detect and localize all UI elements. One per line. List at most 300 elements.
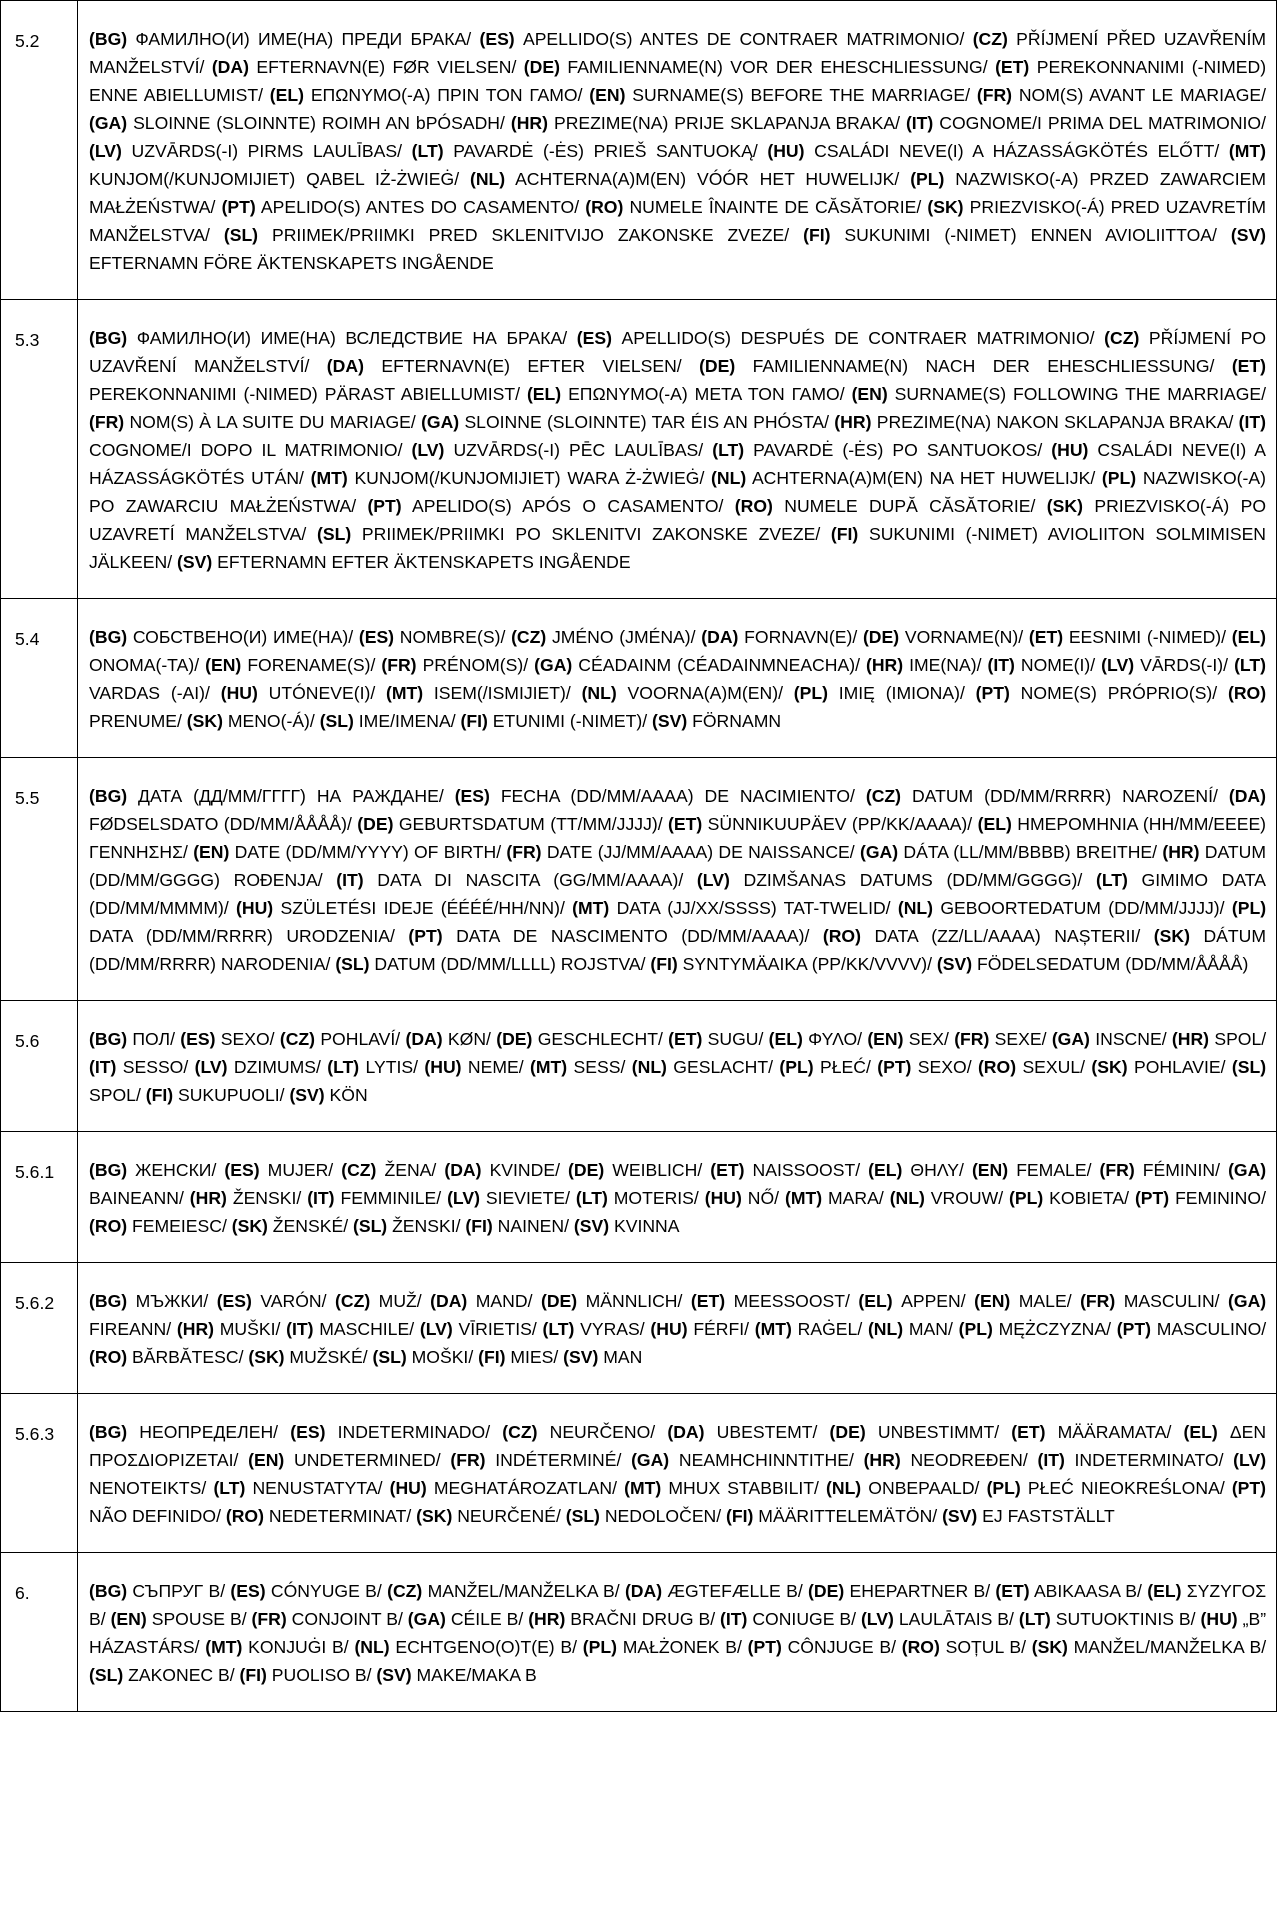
translated-term: SIEVIETE	[485, 1188, 566, 1208]
translated-term: SOȚUL B	[945, 1637, 1022, 1657]
language-code: (HR)	[528, 1609, 566, 1629]
language-code: (RO)	[822, 926, 861, 946]
language-code: (BG)	[89, 786, 128, 806]
translated-term: BĂRBĂTESC	[132, 1347, 239, 1367]
translated-term: FEMININO	[1175, 1188, 1262, 1208]
translated-term: PREZIME(NA) NAKON SKLAPANJA BRAKA	[876, 412, 1229, 432]
translated-term: COGNOME/I DOPO IL MATRIMONIO	[89, 440, 398, 460]
translated-term: VARÓN	[260, 1291, 322, 1311]
language-code: (SV)	[942, 1506, 978, 1526]
row-translations: (BG) ЖЕНСКИ/ (ES) MUJER/ (CZ) ŽENA/ (DA) KVINDE/ (DE) WEIBLICH/ (ET) NAISSOOST/ (EL) ΘΗΛΥ/ (EN) FEMALE/ (FR) FÉMININ/ (GA) BAINEANN/ (HR) ŽENSKI/ (IT) FEMMINILE/ (LV) SIEVIETE/ (LT) MOTERIS/ (HU) NŐ/ (MT) MARA/ (NL) VROUW/ (PL) KOBIETA/ (PT) FEMININO/ (RO) FEMEIESC/ (SK) ŽENSKÉ/ (SL) ŽENSKI/ (FI) NAINEN/ (SV) KVINNA	[78, 1132, 1277, 1263]
translated-term: UTÓNEVE(I)	[268, 683, 371, 703]
translated-term: ECHTGENO(O)T(E) B	[395, 1637, 573, 1657]
translated-term: INDETERMINATO	[1074, 1450, 1219, 1470]
language-code: (IT)	[1238, 412, 1267, 432]
translated-term: NUMELE ÎNAINTE DE CĂSĂTORIE	[629, 197, 917, 217]
translated-term: EFTERNAMN EFTER ÄKTENSKAPETS INGÅENDE	[217, 552, 631, 572]
language-code: (EL)	[526, 384, 562, 404]
translated-term: VORNAME(N)	[904, 627, 1019, 647]
translated-term: KUNJOM(/KUNJOMIJIET) QABEL IŻ-ŻWIEĠ	[89, 169, 455, 189]
language-code: (MT)	[784, 1188, 823, 1208]
translated-term: MAN	[908, 1319, 948, 1339]
language-code: (EN)	[205, 655, 242, 675]
language-code: (SK)	[1091, 1057, 1128, 1077]
translated-term: VYRAS	[580, 1319, 640, 1339]
language-code: (LV)	[1101, 655, 1135, 675]
language-code: (PL)	[958, 1319, 993, 1339]
language-code: (DE)	[808, 1581, 845, 1601]
translated-term: NOM(S) AVANT LE MARIAGE	[1018, 85, 1262, 105]
translated-term: BRAČNI DRUG B	[570, 1609, 711, 1629]
language-code: (BG)	[89, 1029, 128, 1049]
language-code: (LV)	[860, 1609, 894, 1629]
translated-term: VROUW	[930, 1188, 999, 1208]
language-code: (LT)	[542, 1319, 575, 1339]
translated-term: ŽENA	[384, 1160, 432, 1180]
language-code: (RO)	[734, 496, 773, 516]
translated-term: SYNTYMÄAIKA (PP/KK/VVVV)	[682, 954, 928, 974]
language-code: (SL)	[1231, 1057, 1267, 1077]
language-code: (FR)	[89, 412, 125, 432]
language-code: (CZ)	[387, 1581, 423, 1601]
language-code: (ES)	[216, 1291, 252, 1311]
language-code: (SL)	[352, 1216, 388, 1236]
translated-term: ZAKONEC B	[128, 1665, 230, 1685]
translated-term: ŽENSKI	[232, 1188, 297, 1208]
translated-term: PRIIMEK/PRIIMKI PRED SKLENITVIJO ZAKONSKE ZVEZE	[271, 225, 785, 245]
language-code: (RO)	[585, 197, 624, 217]
language-code: (PT)	[408, 926, 443, 946]
translated-term: CÉADAINM (CÉADAINMNEACHA)	[578, 655, 856, 675]
language-code: (CZ)	[279, 1029, 316, 1049]
language-code: (PL)	[582, 1637, 617, 1657]
translated-term: SESS	[573, 1057, 621, 1077]
row-translations: (BG) ПОЛ/ (ES) SEXO/ (CZ) POHLAVÍ/ (DA) KØN/ (DE) GESCHLECHT/ (ET) SUGU/ (EL) ΦΥΛΟ/ (EN) SEX/ (FR) SEXE/ (GA) INSCNE/ (HR) SPOL/ (IT) SESSO/ (LV) DZIMUMS/ (LT) LYTIS/ (HU) NEME/ (MT) SESS/ (NL) GESLACHT/ (PL) PŁEĆ/ (PT) SEXO/ (RO) SEXUL/ (SK) POHLAVIE/ (SL) SPOL/ (FI) SUKUPUOLI/ (SV) KÖN	[78, 1001, 1277, 1132]
translated-term: NENUSTATYTA	[252, 1478, 378, 1498]
language-code: (SK)	[416, 1506, 453, 1526]
language-code: (IT)	[307, 1188, 335, 1208]
language-code: (PT)	[877, 1057, 912, 1077]
language-code: (NL)	[469, 169, 506, 189]
language-code: (NL)	[897, 898, 934, 918]
translated-term: IMIĘ (IMIONA)	[838, 683, 960, 703]
translated-term: ΕΠΩΝΥΜΟ(-Α) ΠΡΙΝ ΤΟΝ ΓΑΜΟ	[310, 85, 578, 105]
translated-term: FÖRNAMN	[692, 711, 782, 731]
translated-term: NEDOLOČEN	[604, 1506, 717, 1526]
translated-term: MHUX STABBILIT	[668, 1478, 814, 1498]
language-code: (FI)	[239, 1665, 267, 1685]
translated-term: PAVARDĖ (-ĖS) PO SANTUOKOS	[753, 440, 1038, 460]
language-code: (RO)	[89, 1216, 128, 1236]
language-code: (LT)	[213, 1478, 246, 1498]
language-code: (GA)	[89, 113, 128, 133]
translated-term: SEX	[908, 1029, 945, 1049]
translated-term: CSALÁDI NEVE(I) A HÁZASSÁGKÖTÉS UTÁN	[89, 440, 1267, 488]
translated-term: NEURČENO	[549, 1422, 651, 1442]
language-code: (CZ)	[865, 786, 902, 806]
translated-term: FAMILIENNAME(N) NACH DER EHESCHLIESSUNG	[752, 356, 1210, 376]
translated-term: НЕОПРЕДЕЛЕН	[139, 1422, 274, 1442]
language-code: (EN)	[971, 1160, 1009, 1180]
translated-term: NÃO DEFINIDO	[89, 1506, 217, 1526]
language-code: (MT)	[1228, 141, 1266, 161]
translated-term: APELIDO(S) APÓS O CASAMENTO	[412, 496, 719, 516]
language-code: (PL)	[910, 169, 945, 189]
language-code: (EN)	[110, 1609, 147, 1629]
translated-term: VĀRDS(-I)	[1140, 655, 1224, 675]
translated-term: FECHA (DD/MM/AAAA) DE NACIMIENTO	[500, 786, 851, 806]
translated-term: SÜNNIKUUPÄEV (PP/KK/AAAA)	[707, 814, 968, 834]
language-code: (EL)	[977, 814, 1012, 834]
language-code: (ET)	[668, 814, 703, 834]
language-code: (HR)	[1162, 842, 1200, 862]
language-code: (GA)	[1228, 1291, 1267, 1311]
language-code: (SL)	[372, 1347, 407, 1367]
language-code: (ES)	[230, 1581, 266, 1601]
table-row	[1, 1132, 1277, 1263]
translated-term: ACHTERNA(A)M(EN) VÓÓR HET HUWELIJK	[515, 169, 895, 189]
translated-term: IME/IMENA	[358, 711, 451, 731]
translated-term: MEESSOOST	[733, 1291, 846, 1311]
language-code: (HR)	[865, 655, 904, 675]
language-code: (DA)	[430, 1291, 468, 1311]
translated-term: MALE	[1018, 1291, 1067, 1311]
translated-term: KÖN	[329, 1085, 368, 1105]
language-code: (FR)	[976, 85, 1013, 105]
translated-term: MAN	[603, 1347, 643, 1367]
table-body	[1, 1, 1277, 1712]
translated-term: DATA DI NASCITA (GG/MM/AAAA)	[377, 870, 679, 890]
translated-term: SUKUNIMI (-NIMET) AVIOLIITON SOLMIMISEN JÄLKEEN	[89, 524, 1267, 572]
translated-term: ΘΗΛΥ	[910, 1160, 959, 1180]
language-code: (ET)	[995, 57, 1030, 77]
translated-term: KØN	[447, 1029, 487, 1049]
language-code: (PT)	[1116, 1319, 1151, 1339]
translated-term: FIREANN	[89, 1319, 167, 1339]
translated-term: PŁEĆ	[819, 1057, 866, 1077]
translated-term: MÄÄRAMATA	[1057, 1422, 1167, 1442]
translated-term: SPOUSE B	[151, 1609, 242, 1629]
language-code: (HR)	[863, 1450, 901, 1470]
language-code: (DA)	[444, 1160, 482, 1180]
translated-term: ЖЕНСКИ	[135, 1160, 212, 1180]
translated-term: FORENAME(S)	[247, 655, 371, 675]
translated-term: ΣΥΖΥΓΟΣ B	[89, 1581, 1267, 1629]
language-code: (LT)	[1234, 655, 1266, 675]
translated-term: ŽENSKI	[392, 1216, 456, 1236]
language-code: (HU)	[704, 1188, 742, 1208]
language-code: (HR)	[510, 113, 548, 133]
table-row	[1, 758, 1277, 1001]
translated-term: ONBEPAALD	[868, 1478, 975, 1498]
translated-term: NOM(S) À LA SUITE DU MARIAGE	[129, 412, 411, 432]
language-code: (MT)	[754, 1319, 792, 1339]
language-code: (IT)	[336, 870, 364, 890]
translated-term: SEXE	[994, 1029, 1042, 1049]
language-code: (NL)	[354, 1637, 390, 1657]
language-code: (PT)	[367, 496, 402, 516]
language-code: (LT)	[327, 1057, 360, 1077]
row-number: 5.6	[1, 1001, 78, 1132]
translated-term: APELLIDO(S) ANTES DE CONTRAER MATRIMONIO	[522, 29, 960, 49]
language-code: (PL)	[986, 1478, 1021, 1498]
language-code: (LV)	[419, 1319, 453, 1339]
translated-term: ABIKAASA B	[1033, 1581, 1138, 1601]
language-code: (EL)	[768, 1029, 803, 1049]
language-code: (HU)	[767, 141, 805, 161]
language-code: (PL)	[1009, 1188, 1044, 1208]
translated-term: WEIBLICH	[612, 1160, 698, 1180]
translated-term: COGNOME/I PRIMA DEL MATRIMONIO	[939, 113, 1262, 133]
translated-term: FÉMININ	[1142, 1160, 1216, 1180]
translated-term: SURNAME(S) FOLLOWING THE MARRIAGE	[894, 384, 1262, 404]
translated-term: CÉILE B	[450, 1609, 519, 1629]
translated-term: FAMILIENNAME(N) VOR DER EHESCHLIESSUNG	[567, 57, 983, 77]
translated-term: DÁTUM (DD/MM/RRRR) NARODENIA	[89, 926, 1267, 974]
language-code: (HU)	[220, 683, 258, 703]
language-code: (SK)	[1046, 496, 1083, 516]
language-code: (EN)	[974, 1291, 1011, 1311]
language-code: (ES)	[576, 328, 612, 348]
translated-term: PŘÍJMENÍ PŘED UZAVŘENÍM MANŽELSTVÍ	[89, 29, 1267, 77]
translated-term: IME(NA)	[909, 655, 977, 675]
translated-term: FORNAVN(E)	[744, 627, 853, 647]
translated-term: SZÜLETÉSI IDEJE (ÉÉÉÉ/HH/NN)	[280, 898, 560, 918]
language-code: (ES)	[358, 627, 395, 647]
translated-term: VĪRIETIS	[458, 1319, 532, 1339]
translated-term: JMÉNO (JMÉNA)	[551, 627, 691, 647]
language-code: (PL)	[1231, 898, 1267, 918]
language-code: (MT)	[310, 468, 348, 488]
translated-term: NENOTEIKTS	[89, 1478, 202, 1498]
language-code: (EL)	[1183, 1422, 1218, 1442]
language-code: (EN)	[867, 1029, 904, 1049]
translated-term: ΦΥΛΟ	[808, 1029, 858, 1049]
translated-term: PRIEZVISKO(-Á) PRED UZAVRETÍM MANŽELSTVA	[89, 197, 1267, 245]
translated-term: MOTERIS	[613, 1188, 694, 1208]
translated-term: MARA	[828, 1188, 879, 1208]
translated-term: DATUM (DD/MM/RRRR) NAROZENÍ	[911, 786, 1214, 806]
language-code: (NL)	[867, 1319, 904, 1339]
translated-term: ΔΕΝ ΠΡΟΣΔΙΟΡΙΖΕΤΑΙ	[89, 1422, 1267, 1470]
language-code: (FR)	[506, 842, 542, 862]
language-code: (FI)	[803, 225, 831, 245]
translated-term: APELIDO(S) ANTES DO CASAMENTO	[260, 197, 575, 217]
translated-term: ΟΝΟΜΑ(-ΤΑ)	[89, 655, 195, 675]
translated-term: PŁEĆ NIEOKREŚLONA	[1027, 1478, 1220, 1498]
translated-term: MÄÄRITTELEMÄTÖN	[758, 1506, 933, 1526]
language-code: (DE)	[699, 356, 736, 376]
translated-term: SUTUOKTINIS B	[1055, 1609, 1191, 1629]
translated-term: CONIUGE B	[752, 1609, 852, 1629]
translated-term: CÓNYUGE B	[270, 1581, 377, 1601]
language-code: (BG)	[89, 328, 128, 348]
table-row	[1, 599, 1277, 758]
language-code: (ET)	[668, 1029, 703, 1049]
language-code: (IT)	[987, 655, 1015, 675]
row-translations: (BG) НЕОПРЕДЕЛЕН/ (ES) INDETERMINADO/ (CZ) NEURČENO/ (DA) UBESTEMT/ (DE) UNBESTIMMT/ (ET) MÄÄRAMATA/ (EL) ΔΕΝ ΠΡΟΣΔΙΟΡΙΖΕΤΑΙ/ (EN) UNDETERMINED/ (FR) INDÉTERMINÉ/ (GA) NEAMHCHINNTITHE/ (HR) NEODREĐEN/ (IT) INDETERMINATO/ (LV) NENOTEIKTS/ (LT) NENUSTATYTA/ (HU) MEGHATÁROZATLAN/ (MT) MHUX STABBILIT/ (NL) ONBEPAALD/ (PL) PŁEĆ NIEOKREŚLONA/ (PT) NÃO DEFINIDO/ (RO) NEDETERMINAT/ (SK) NEURČENÉ/ (SL) NEDOLOČEN/ (FI) MÄÄRITTELEMÄTÖN/ (SV) EJ FASTSTÄLLT	[78, 1394, 1277, 1553]
language-code: (NL)	[581, 683, 617, 703]
translated-term: INDÉTERMINÉ	[495, 1450, 617, 1470]
translated-term: „B” HÁZASTÁRS	[89, 1609, 1267, 1657]
translated-term: MUŠKI	[219, 1319, 276, 1339]
translated-term: DATA (JJ/XX/SSSS) TAT-TWELID	[616, 898, 886, 918]
language-code: (SK)	[231, 1216, 268, 1236]
translated-term: LYTIS	[365, 1057, 414, 1077]
translated-term: GEBOORTEDATUM (DD/MM/JJJJ)	[940, 898, 1220, 918]
translated-term: NAINEN	[497, 1216, 565, 1236]
translated-term: DATA (DD/MM/RRRR) URODZENIA	[89, 926, 390, 946]
language-code: (SL)	[223, 225, 259, 245]
language-code: (RO)	[89, 1347, 128, 1367]
language-code: (MT)	[624, 1478, 662, 1498]
language-code: (EL)	[1231, 627, 1266, 647]
translated-term: KONJUĠI B	[248, 1637, 344, 1657]
translated-term: NEAMHCHINNTITHE	[678, 1450, 849, 1470]
language-code: (HU)	[236, 898, 274, 918]
translated-term: ΗΜΕΡΟΜΗΝΙΑ (ΗΗ/ΜΜ/ΕΕΕΕ) ΓΕΝΝΗΣΗΣ	[89, 814, 1267, 862]
language-code: (FR)	[450, 1450, 486, 1470]
translated-term: СЪПРУГ B	[132, 1581, 221, 1601]
translated-term: VOORNA(A)M(EN)	[627, 683, 779, 703]
language-code: (FI)	[650, 954, 678, 974]
translated-term: NAISSOOST	[752, 1160, 856, 1180]
translated-term: NOME(S) PRÓPRIO(S)	[1020, 683, 1213, 703]
translated-term: MUŽ	[378, 1291, 417, 1311]
translated-term: PRIIMEK/PRIIMKI PO SKLENITVI ZAKONSKE ZVEZE	[361, 524, 816, 544]
language-code: (CZ)	[1104, 328, 1140, 348]
translated-term: FEMEIESC	[132, 1216, 222, 1236]
language-code: (ES)	[180, 1029, 216, 1049]
translated-term: POHLAVIE	[1133, 1057, 1221, 1077]
language-code: (ET)	[1028, 627, 1064, 647]
language-code: (SV)	[936, 954, 973, 974]
language-code: (EN)	[851, 384, 888, 404]
language-code: (SV)	[289, 1085, 325, 1105]
translated-term: NOME(I)	[1020, 655, 1091, 675]
language-code: (CZ)	[335, 1291, 371, 1311]
translated-term: FÖDELSEDATUM (DD/MM/ÅÅÅÅ)	[976, 954, 1249, 974]
table-row	[1, 1, 1277, 300]
translated-term: PAVARDĖ (-ĖS) PRIEŠ SANTUOKĄ	[453, 141, 753, 161]
language-code: (PL)	[793, 683, 828, 703]
language-code: (CZ)	[341, 1160, 377, 1180]
translated-term: NŐ	[747, 1188, 775, 1208]
translated-term: PUOLISO B	[271, 1665, 367, 1685]
language-code: (DE)	[357, 814, 394, 834]
translated-term: DÁTA (LL/MM/BBBB) BREITHE	[903, 842, 1153, 862]
language-code: (SK)	[1031, 1637, 1068, 1657]
row-translations: (BG) МЪЖКИ/ (ES) VARÓN/ (CZ) MUŽ/ (DA) MAND/ (DE) MÄNNLICH/ (ET) MEESSOOST/ (EL) ΑΡΡΕΝ/ (EN) MALE/ (FR) MASCULIN/ (GA) FIREANN/ (HR) MUŠKI/ (IT) MASCHILE/ (LV) VĪRIETIS/ (LT) VYRAS/ (HU) FÉRFI/ (MT) RAĠEL/ (NL) MAN/ (PL) MĘŻCZYZNA/ (PT) MASCULINO/ (RO) BĂRBĂTESC/ (SK) MUŽSKÉ/ (SL) MOŠKI/ (FI) MIES/ (SV) MAN	[78, 1263, 1277, 1394]
translated-term: MANŽEL/MANŽELKA B	[427, 1581, 615, 1601]
language-code: (NL)	[826, 1478, 862, 1498]
translated-term: PEREKONNANIMI (-NIMED) PÄRAST ABIELLUMIST	[89, 384, 516, 404]
language-code: (PT)	[1231, 1478, 1267, 1498]
language-code: (ES)	[479, 29, 515, 49]
language-code: (SL)	[335, 954, 370, 974]
language-code: (LT)	[575, 1188, 608, 1208]
language-code: (ES)	[290, 1422, 326, 1442]
language-code: (GA)	[534, 655, 573, 675]
row-number: 5.5	[1, 758, 78, 1001]
translated-term: FEMALE	[1016, 1160, 1087, 1180]
translated-term: MUŽSKÉ	[289, 1347, 363, 1367]
translated-term: NEME	[467, 1057, 519, 1077]
language-code: (EL)	[269, 85, 304, 105]
language-code: (BG)	[89, 1422, 128, 1442]
translated-term: RAĠEL	[797, 1319, 858, 1339]
language-code: (IT)	[1037, 1450, 1065, 1470]
translated-term: MÄNNLICH	[585, 1291, 678, 1311]
language-code: (SL)	[89, 1665, 124, 1685]
translated-term: SEXUL	[1022, 1057, 1081, 1077]
language-code: (ET)	[995, 1581, 1030, 1601]
translated-term: KOBIETA	[1049, 1188, 1125, 1208]
translated-term: APELLIDO(S) DESPUÉS DE CONTRAER MATRIMONIO	[621, 328, 1090, 348]
language-code: (MT)	[205, 1637, 243, 1657]
language-code: (HR)	[189, 1188, 227, 1208]
language-code: (NL)	[889, 1188, 925, 1208]
translated-term: SEXO	[220, 1029, 270, 1049]
table-row	[1, 1553, 1277, 1712]
language-code: (PL)	[779, 1057, 814, 1077]
language-code: (EN)	[589, 85, 626, 105]
translated-term: ДАТА (ДД/ММ/ГГГГ) НА РАЖДАНЕ	[138, 786, 439, 806]
language-code: (MT)	[572, 898, 610, 918]
language-code: (FR)	[1080, 1291, 1116, 1311]
language-code: (DA)	[624, 1581, 663, 1601]
language-code: (LV)	[1233, 1450, 1267, 1470]
row-translations: (BG) ФАМИЛНО(И) ИМЕ(НА) ВСЛЕДСТВИЕ НА БРАКА/ (ES) APELLIDO(S) DESPUÉS DE CONTRAER MATRIMONIO/ (CZ) PŘÍJMENÍ PO UZAVŘENÍ MANŽELSTVÍ/ (DA) EFTERNAVN(E) EFTER VIELSEN/ (DE) FAMILIENNAME(N) NACH DER EHESCHLIESSUNG/ (ET) PEREKONNANIMI (-NIMED) PÄRAST ABIELLUMIST/ (EL) ΕΠΩΝΥΜΟ(-Α) ΜΕΤΑ ΤΟΝ ΓΑΜΟ/ (EN) SURNAME(S) FOLLOWING THE MARRIAGE/ (FR) NOM(S) À LA SUITE DU MARIAGE/ (GA) SLOINNE (SLOINNTE) TAR ÉIS AN PHÓSTA/ (HR) PREZIME(NA) NAKON SKLAPANJA BRAKA/ (IT) COGNOME/I DOPO IL MATRIMONIO/ (LV) UZVĀRDS(-I) PĒC LAULĪBAS/ (LT) PAVARDĖ (-ĖS) PO SANTUOKOS/ (HU) CSALÁDI NEVE(I) A HÁZASSÁGKÖTÉS UTÁN/ (MT) KUNJOM(/KUNJOMIJIET) WARA Ż-ŻWIEĠ/ (NL) ACHTERNA(A)M(EN) NA HET HUWELIJK/ (PL) NAZWISKO(-A) PO ZAWARCIU MAŁŻEŃSTWA/ (PT) APELIDO(S) APÓS O CASAMENTO/ (RO) NUMELE DUPĂ CĂSĂTORIE/ (SK) PRIEZVISKO(-Á) PO UZAVRETÍ MANŽELSTVA/ (SL) PRIIMEK/PRIIMKI PO SKLENITVI ZAKONSKE ZVEZE/ (FI) SUKUNIMI (-NIMET) AVIOLIITON SOLMIMISEN JÄLKEEN/ (SV) EFTERNAMN EFTER ÄKTENSKAPETS INGÅENDE	[78, 300, 1277, 599]
table-row	[1, 1263, 1277, 1394]
language-code: (HU)	[650, 1319, 688, 1339]
language-code: (HU)	[389, 1478, 427, 1498]
translated-term: MASCULIN	[1123, 1291, 1215, 1311]
translated-term: MIES	[510, 1347, 554, 1367]
language-code: (SV)	[1230, 225, 1267, 245]
language-code: (GA)	[859, 842, 899, 862]
translated-term: MOŠKI	[411, 1347, 469, 1367]
language-code: (HU)	[1051, 440, 1089, 460]
translated-term: KUNJOM(/KUNJOMIJIET) WARA Ż-ŻWIEĠ	[354, 468, 700, 488]
row-translations: (BG) ФАМИЛНО(И) ИМЕ(НА) ПРЕДИ БРАКА/ (ES) APELLIDO(S) ANTES DE CONTRAER MATRIMONIO/ (CZ) PŘÍJMENÍ PŘED UZAVŘENÍM MANŽELSTVÍ/ (DA) EFTERNAVN(E) FØR VIELSEN/ (DE) FAMILIENNAME(N) VOR DER EHESCHLIESSUNG/ (ET) PEREKONNANIMI (-NIMED) ENNE ABIELLUMIST/ (EL) ΕΠΩΝΥΜΟ(-Α) ΠΡΙΝ ΤΟΝ ΓΑΜΟ/ (EN) SURNAME(S) BEFORE THE MARRIAGE/ (FR) NOM(S) AVANT LE MARIAGE/ (GA) SLOINNE (SLOINNTE) ROIMH AN bPÓSADH/ (HR) PREZIME(NA) PRIJE SKLAPANJA BRAKA/ (IT) COGNOME/I PRIMA DEL MATRIMONIO/ (LV) UZVĀRDS(-I) PIRMS LAULĪBAS/ (LT) PAVARDĖ (-ĖS) PRIEŠ SANTUOKĄ/ (HU) CSALÁDI NEVE(I) A HÁZASSÁGKÖTÉS ELŐTT/ (MT) KUNJOM(/KUNJOMIJIET) QABEL IŻ-ŻWIEĠ/ (NL) ACHTERNA(A)M(EN) VÓÓR HET HUWELIJK/ (PL) NAZWISKO(-A) PRZED ZAWARCIEM MAŁŻEŃSTWA/ (PT) APELIDO(S) ANTES DO CASAMENTO/ (RO) NUMELE ÎNAINTE DE CĂSĂTORIE/ (SK) PRIEZVISKO(-Á) PRED UZAVRETÍM MANŽELSTVA/ (SL) PRIIMEK/PRIIMKI PRED SKLENITVIJO ZAKONSKE ZVEZE/ (FI) SUKUNIMI (-NIMET) ENNEN AVIOLIITTOA/ (SV) EFTERNAMN FÖRE ÄKTENSKAPETS INGÅENDE	[78, 1, 1277, 300]
language-code: (BG)	[89, 1160, 128, 1180]
translated-term: EFTERNAMN FÖRE ÄKTENSKAPETS INGÅENDE	[89, 253, 494, 273]
language-code: (EN)	[248, 1450, 285, 1470]
translated-term: DATUM (DD/MM/LLLL) ROJSTVA	[374, 954, 641, 974]
language-code: (IT)	[720, 1609, 748, 1629]
table-row	[1, 1394, 1277, 1553]
language-code: (SV)	[376, 1665, 412, 1685]
translated-term: ПОЛ	[132, 1029, 171, 1049]
translated-term: MUJER	[267, 1160, 329, 1180]
language-code: (GA)	[1051, 1029, 1090, 1049]
language-code: (NL)	[631, 1057, 667, 1077]
row-translations: (BG) СЪПРУГ B/ (ES) CÓNYUGE B/ (CZ) MANŽEL/MANŽELKA B/ (DA) ÆGTEFÆLLE B/ (DE) EHEPARTNER B/ (ET) ABIKAASA B/ (EL) ΣΥΖΥΓΟΣ B/ (EN) SPOUSE B/ (FR) CONJOINT B/ (GA) CÉILE B/ (HR) BRAČNI DRUG B/ (IT) CONIUGE B/ (LV) LAULĀTAIS B/ (LT) SUTUOKTINIS B/ (HU) „B” HÁZASTÁRS/ (MT) KONJUĠI B/ (NL) ECHTGENO(O)T(E) B/ (PL) MAŁŻONEK B/ (PT) CÔNJUGE B/ (RO) SOȚUL B/ (SK) MANŽEL/MANŽELKA B/ (SL) ZAKONEC B/ (FI) PUOLISO B/ (SV) MAKE/MAKA B	[78, 1553, 1277, 1712]
translated-term: DATA DE NASCIMENTO (DD/MM/AAAA)	[456, 926, 805, 946]
language-code: (ET)	[710, 1160, 745, 1180]
language-code: (MT)	[530, 1057, 568, 1077]
translated-term: PRENUME	[89, 711, 177, 731]
translated-term: LAULĀTAIS B	[898, 1609, 1010, 1629]
language-code: (BG)	[89, 29, 128, 49]
language-code: (SL)	[319, 711, 354, 731]
language-code: (FI)	[478, 1347, 506, 1367]
language-code: (DE)	[862, 627, 900, 647]
language-code: (EL)	[1147, 1581, 1182, 1601]
language-code: (LV)	[89, 141, 122, 161]
language-code: (DE)	[496, 1029, 533, 1049]
